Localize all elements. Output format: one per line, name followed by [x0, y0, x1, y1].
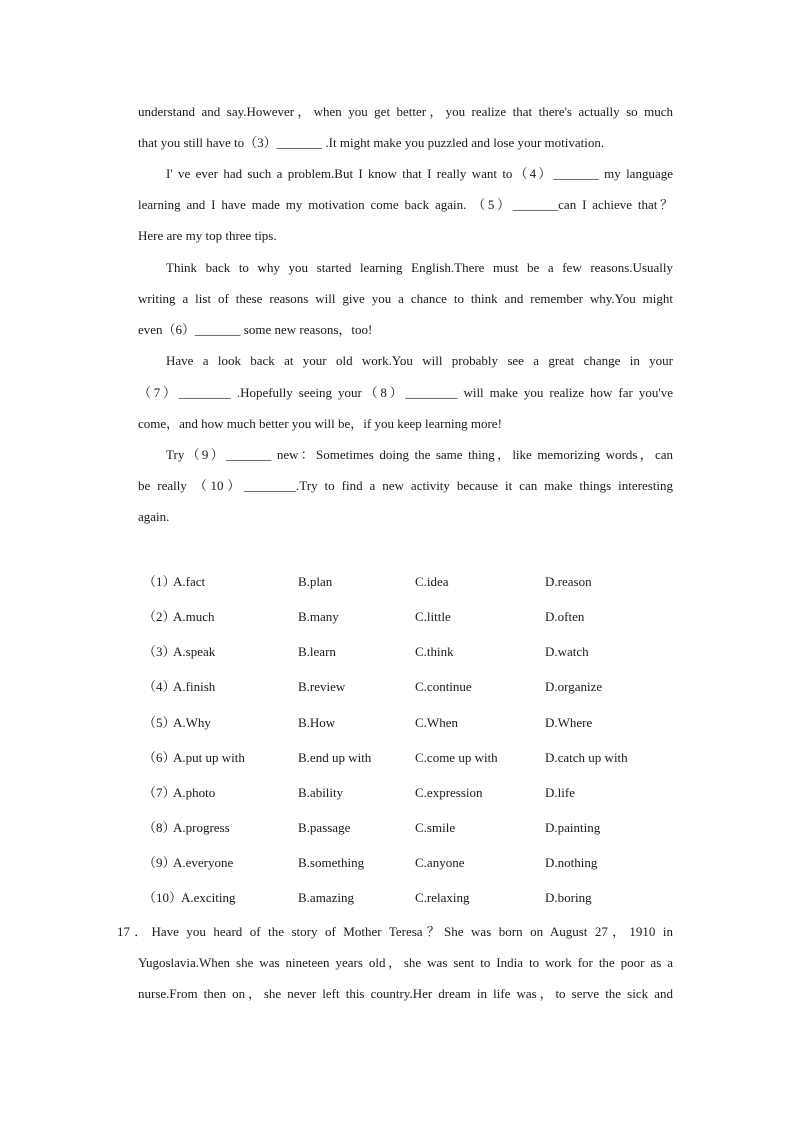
option-c[interactable]: C.expression — [415, 785, 483, 800]
question-17-line: 17．Have you heard of the story of Mother Teresa？She was born on August 27，1910 in — [117, 924, 673, 939]
option-d[interactable]: D.life — [545, 785, 575, 800]
option-a[interactable]: A.much — [173, 609, 215, 624]
passage-line: again. — [138, 509, 170, 524]
question-number: （6） — [143, 750, 176, 765]
passage-line: writing a list of these reasons will give you a chance to think and remember why.You might — [138, 291, 673, 306]
option-b[interactable]: B.amazing — [298, 890, 354, 905]
option-a[interactable]: A.exciting — [181, 890, 236, 905]
option-d[interactable]: D.often — [545, 609, 585, 624]
option-c[interactable]: C.anyone — [415, 855, 465, 870]
option-row — [143, 818, 683, 838]
option-b[interactable]: B.end up with — [298, 750, 372, 765]
option-row — [143, 853, 683, 873]
option-row — [143, 888, 683, 908]
option-a[interactable]: A.Why — [173, 715, 211, 730]
option-row — [143, 713, 683, 733]
option-row — [143, 642, 683, 662]
option-c[interactable]: C.continue — [415, 679, 472, 694]
question-number: （5） — [143, 715, 176, 730]
option-d[interactable]: D.painting — [545, 820, 601, 835]
passage-line: that you still have to（3）_______ .It might make you puzzled and lose your motivation. — [138, 135, 605, 150]
option-b[interactable]: B.learn — [298, 644, 336, 659]
question-number: （10） — [143, 890, 183, 905]
question-number: （7） — [143, 785, 176, 800]
question-number: （9） — [143, 855, 176, 870]
option-d[interactable]: D.nothing — [545, 855, 598, 870]
question-number: （4） — [143, 679, 176, 694]
passage-line: Here are my top three tips. — [138, 228, 277, 243]
option-d[interactable]: D.watch — [545, 644, 589, 659]
option-row — [143, 677, 683, 697]
option-a[interactable]: A.everyone — [173, 855, 234, 870]
option-a[interactable]: A.put up with — [173, 750, 245, 765]
option-b[interactable]: B.passage — [298, 820, 351, 835]
option-c[interactable]: C.When — [415, 715, 458, 730]
passage-line: understand and say.However，when you get better，you realize that there's actually so much — [138, 104, 673, 119]
option-c[interactable]: C.think — [415, 644, 454, 659]
passage-line: learning and I have made my motivation come back again. （5）_______can I achieve that？ — [138, 197, 673, 212]
question-number: （2） — [143, 609, 176, 624]
option-a[interactable]: A.progress — [173, 820, 230, 835]
option-b[interactable]: B.review — [298, 679, 346, 694]
option-d[interactable]: D.boring — [545, 890, 592, 905]
option-d[interactable]: D.reason — [545, 574, 592, 589]
passage-line: Think back to why you started learning English.There must be a few reasons.Usually — [166, 260, 673, 275]
option-c[interactable]: C.idea — [415, 574, 449, 589]
option-b[interactable]: B.How — [298, 715, 336, 730]
option-row — [143, 783, 683, 803]
passage-line: Have a look back at your old work.You will probably see a great change in your — [166, 353, 673, 368]
passage-line: Try（9）_______ new：Sometimes doing the same thing，like memorizing words，can — [166, 447, 673, 462]
option-b[interactable]: B.many — [298, 609, 339, 624]
option-c[interactable]: C.relaxing — [415, 890, 470, 905]
option-c[interactable]: C.smile — [415, 820, 456, 835]
passage-line: （7）________ .Hopefully seeing your（8）________ will make you realize how far you've — [138, 385, 673, 400]
option-d[interactable]: D.catch up with — [545, 750, 628, 765]
option-a[interactable]: A.finish — [173, 679, 216, 694]
option-b[interactable]: B.ability — [298, 785, 344, 800]
option-row — [143, 607, 683, 627]
option-row — [143, 748, 683, 768]
passage-line: even（6）_______ some new reasons，too! — [138, 322, 373, 337]
option-d[interactable]: D.Where — [545, 715, 593, 730]
option-d[interactable]: D.organize — [545, 679, 603, 694]
option-row — [143, 572, 683, 592]
question-number: （8） — [143, 820, 176, 835]
question-number: （1） — [143, 574, 176, 589]
option-a[interactable]: A.fact — [173, 574, 206, 589]
option-a[interactable]: A.photo — [173, 785, 216, 800]
passage-line: I' ve ever had such a problem.But I know that I really want to（4）_______ my language — [166, 166, 673, 181]
option-c[interactable]: C.little — [415, 609, 451, 624]
question-17-line: nurse.From then on，she never left this country.Her dream in life was，to serve the sick and — [138, 986, 673, 1001]
passage-line: be really （10）________.Try to find a new activity because it can make things interesting — [138, 478, 673, 493]
question-number: （3） — [143, 644, 176, 659]
option-c[interactable]: C.come up with — [415, 750, 498, 765]
question-17-line: Yugoslavia.When she was nineteen years old，she was sent to India to work for the poor as a — [138, 955, 673, 970]
option-b[interactable]: B.plan — [298, 574, 333, 589]
option-b[interactable]: B.something — [298, 855, 365, 870]
option-a[interactable]: A.speak — [173, 644, 216, 659]
passage-line: come，and how much better you will be，if you keep learning more! — [138, 416, 502, 431]
